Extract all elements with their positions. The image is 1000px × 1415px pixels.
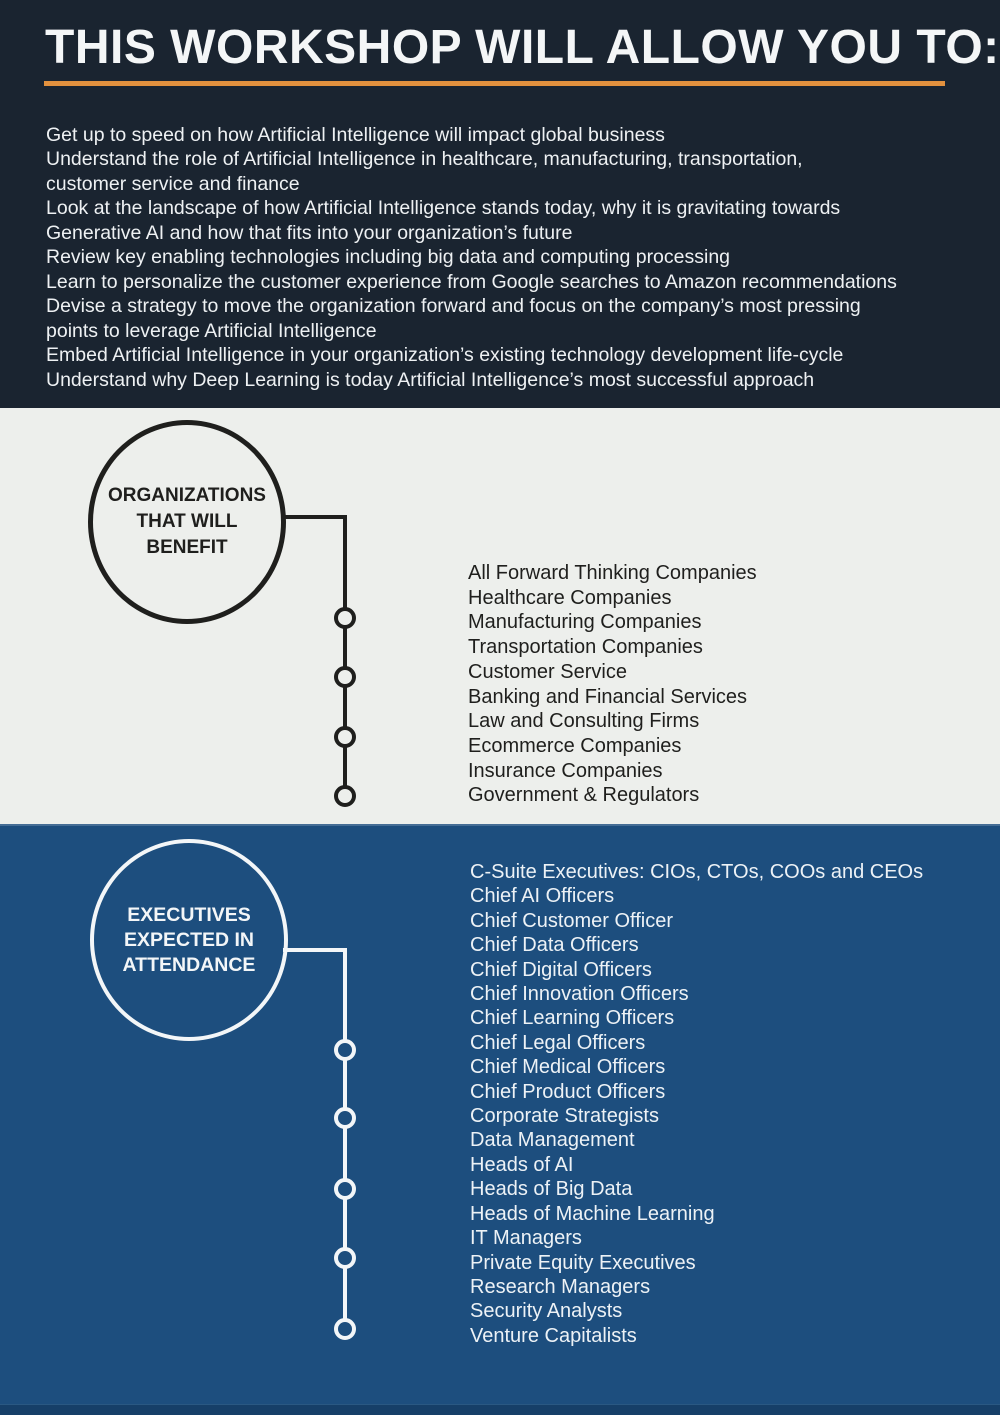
executives-circle-label — [123, 903, 256, 978]
circle-label-line: EXECUTIVES — [127, 903, 251, 926]
executives-section — [0, 824, 1000, 1415]
organizations-circle-label — [108, 483, 266, 561]
timeline-node — [334, 1247, 356, 1269]
list-item: Insurance Companies — [468, 759, 663, 782]
circle-label-line: BENEFIT — [146, 537, 228, 558]
list-item: Chief Digital Officers — [470, 958, 652, 981]
connector-vertical-line — [343, 948, 347, 1333]
circle-label-line: ATTENDANCE — [122, 953, 256, 976]
list-item: Chief Learning Officers — [470, 1007, 675, 1030]
timeline-node — [334, 1039, 356, 1061]
organizations-circle — [88, 420, 286, 624]
benefit-lines — [46, 123, 976, 392]
list-item: Chief Data Officers — [470, 934, 639, 957]
organizations-list — [468, 561, 757, 808]
list-item: Heads of AI — [470, 1153, 574, 1176]
executives-list — [470, 860, 923, 1348]
list-item: All Forward Thinking Companies — [468, 562, 757, 584]
list-item: Chief Customer Officer — [470, 909, 674, 932]
list-item: Chief Medical Officers — [470, 1056, 666, 1079]
circle-label-line: EXPECTED IN — [123, 928, 254, 951]
timeline-node — [334, 785, 356, 807]
list-item: Manufacturing Companies — [468, 611, 702, 634]
benefit-line: Get up to speed on how Artificial Intelligence will impact global business — [46, 124, 665, 146]
list-item: Banking and Financial Services — [468, 685, 748, 708]
list-item: Private Equity Executives — [470, 1251, 696, 1274]
list-item: Law and Consulting Firms — [468, 710, 700, 733]
list-item: Government & Regulators — [468, 784, 700, 807]
benefit-line: Learn to personalize the customer experience from Google searches to Amazon recommendations — [46, 270, 897, 293]
benefit-line: Look at the landscape of how Artificial Intelligence stands today, why it is gravitating towards — [46, 197, 841, 220]
list-item: Research Managers — [470, 1275, 651, 1298]
benefit-line: Review key enabling technologies including big data and computing processing — [46, 246, 731, 269]
list-item: Chief Innovation Officers — [470, 983, 689, 1006]
benefit-line: points to leverage Artificial Intelligence — [46, 319, 377, 342]
benefit-line: Devise a strategy to move the organization forward and focus on the company’s most pressing — [46, 295, 861, 318]
list-item: Data Management — [470, 1129, 635, 1152]
benefit-line: Understand the role of Artificial Intelligence in healthcare, manufacturing, transportation, — [46, 148, 803, 171]
list-item: Ecommerce Companies — [468, 734, 682, 757]
timeline-node — [334, 666, 356, 688]
page-title: THIS WORKSHOP WILL ALLOW YOU TO: — [45, 21, 1000, 74]
connector-vertical-line — [343, 515, 347, 798]
circle-label-line: ORGANIZATIONS — [108, 485, 266, 506]
list-item: Healthcare Companies — [468, 586, 672, 609]
list-item: Venture Capitalists — [470, 1324, 637, 1347]
list-item: C-Suite Executives: CIOs, CTOs, COOs and CEOs — [470, 861, 924, 883]
connector-horizontal-line — [281, 515, 347, 519]
benefit-line: Understand why Deep Learning is today Artificial Intelligence’s most successful approach — [46, 368, 815, 391]
timeline-node — [334, 1178, 356, 1200]
executives-circle — [90, 839, 288, 1041]
list-item: Customer Service — [468, 660, 627, 683]
list-item: Heads of Big Data — [470, 1178, 633, 1201]
connector-horizontal-line — [283, 948, 347, 952]
list-item: Chief Legal Officers — [470, 1031, 646, 1054]
benefit-line: customer service and finance — [46, 172, 300, 195]
organizations-section — [0, 408, 1000, 824]
list-item: Chief Product Officers — [470, 1080, 666, 1103]
list-item: Heads of Machine Learning — [470, 1202, 715, 1225]
list-item: Chief AI Officers — [470, 885, 615, 908]
circle-label-line: THAT WILL — [136, 511, 238, 532]
list-item: IT Managers — [470, 1227, 582, 1250]
list-item: Transportation Companies — [468, 636, 703, 659]
list-item: Security Analysts — [470, 1300, 623, 1323]
footer-bar — [0, 1404, 1000, 1415]
title-underline — [44, 81, 945, 86]
benefit-line: Embed Artificial Intelligence in your organization’s existing technology development life-cycle — [46, 344, 844, 367]
timeline-node — [334, 607, 356, 629]
list-item: Corporate Strategists — [470, 1105, 659, 1128]
workshop-benefits-section — [0, 0, 1000, 408]
timeline-node — [334, 1318, 356, 1340]
timeline-node — [334, 726, 356, 748]
benefit-line: Generative AI and how that fits into your organization’s future — [46, 221, 573, 244]
timeline-node — [334, 1107, 356, 1129]
